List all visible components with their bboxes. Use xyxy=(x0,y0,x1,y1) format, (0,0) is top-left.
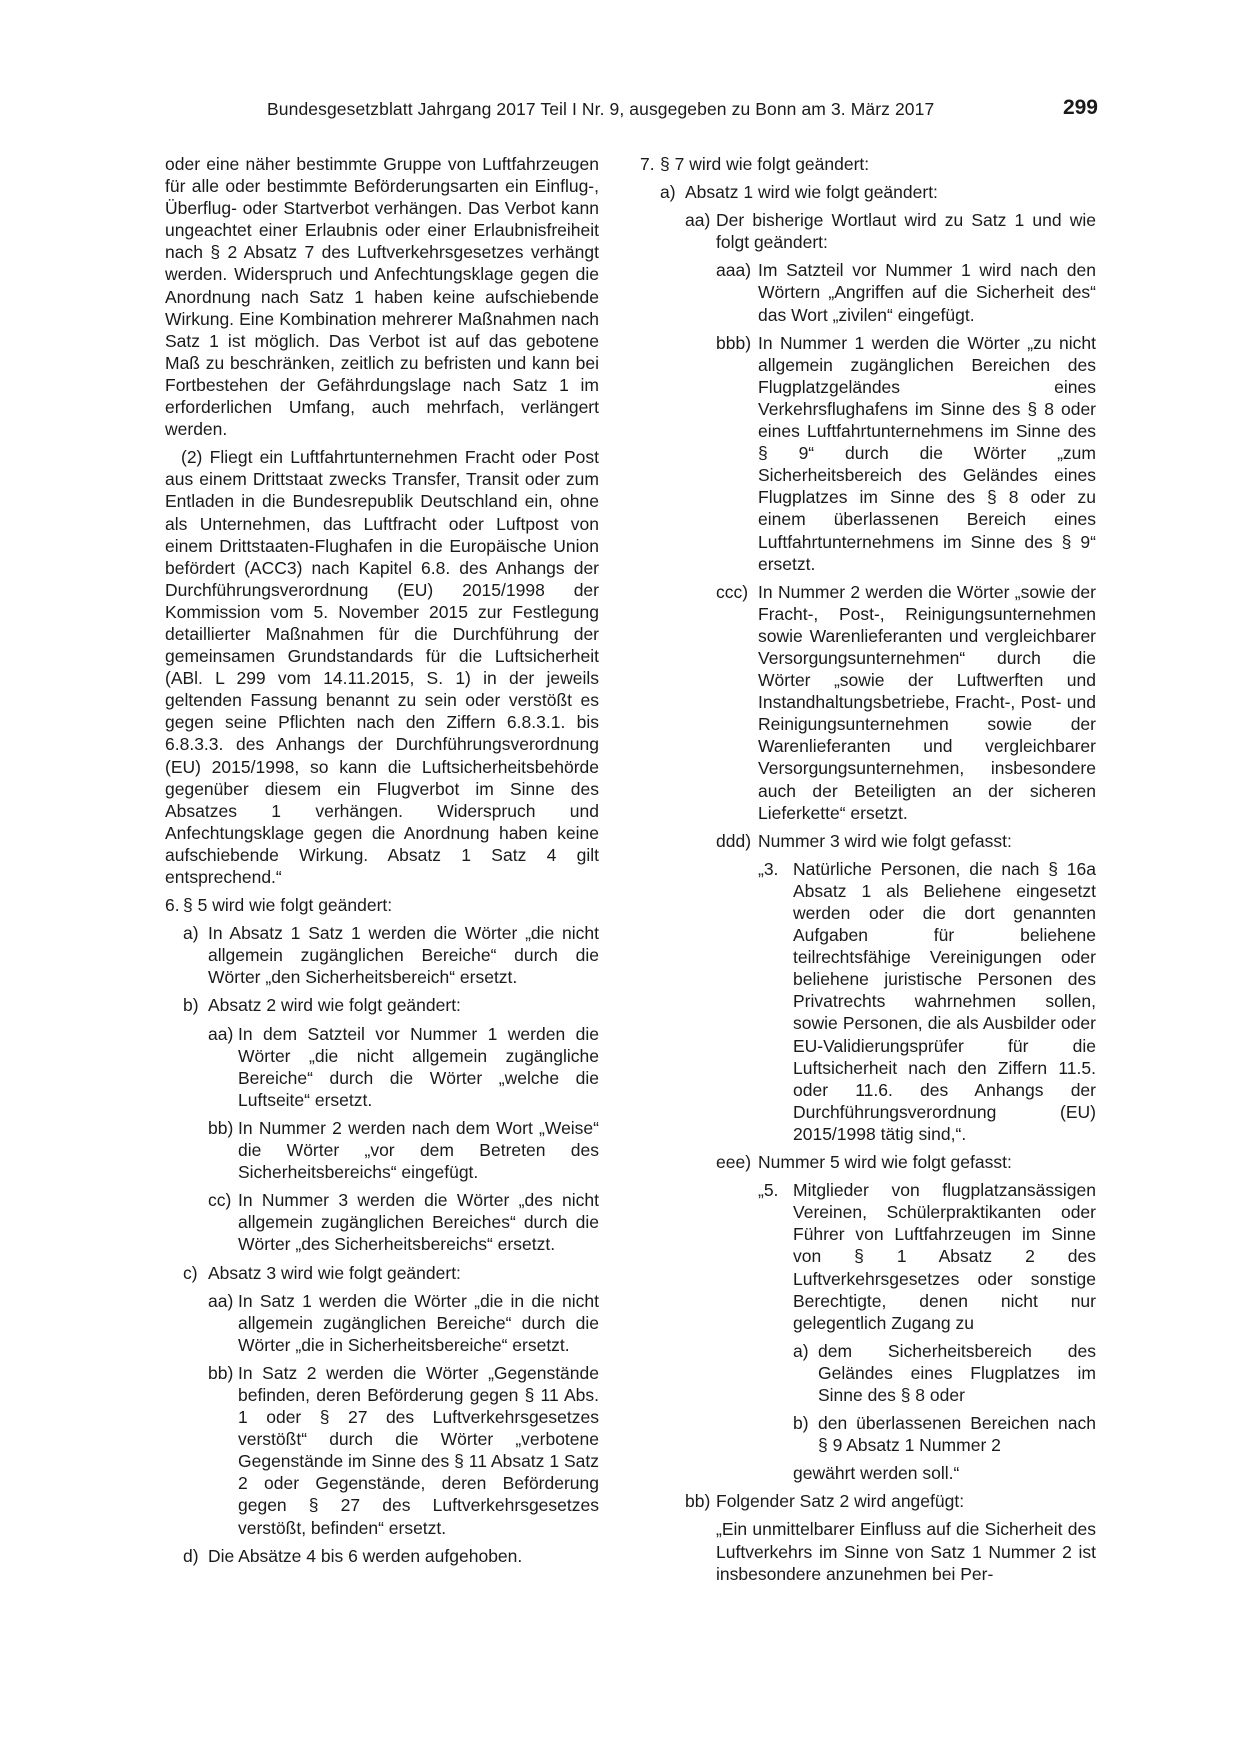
list-item-7a-bbb xyxy=(640,332,1096,575)
item-label: aaa) xyxy=(716,260,752,281)
quoted-number-5 xyxy=(640,1179,1096,1334)
list-item-6b-aa xyxy=(165,1023,599,1111)
item-label: a) xyxy=(793,1340,809,1361)
item-label: aa) xyxy=(208,1290,234,1311)
list-item-7a-ddd xyxy=(640,830,1096,852)
item-text: In Absatz 1 Satz 1 werden die Wörter „die nicht allgemein zugänglichen Bereiche“ durch die Wörter „den Sicherheitsbereich“ ersetzt. xyxy=(208,923,599,988)
item-text: Absatz 3 wird wie folgt geändert: xyxy=(208,1262,461,1283)
list-item-6c-aa xyxy=(165,1290,599,1356)
list-item-7 xyxy=(640,153,1096,175)
item-label: 7. xyxy=(640,154,655,174)
item-label: b) xyxy=(793,1413,809,1434)
item-label: a) xyxy=(183,923,199,944)
list-item-6b-cc xyxy=(165,1189,599,1255)
item-text: Folgender Satz 2 wird angefügt: xyxy=(716,1491,965,1512)
list-item-7a-aa xyxy=(640,209,1096,253)
list-item-6 xyxy=(165,894,599,916)
item-label: c) xyxy=(183,1262,198,1283)
item-text: Natürliche Personen, die nach § 16a Absatz 1 als Beliehene eingesetzt werden oder die dort genannten Aufgaben für beliehene teilrechtsfähige Vereinigungen oder beliehene juristische Personen des Privatrechts wahrnehmen sollen, sowie Personen, die als Ausbilder oder EU-Validierungsprüfer für die Luftsicherheit nach den Ziffern 11.5. oder 11.6. des Anhangs der Durchführungsverordnung (EU) 2015/1998 tätig sind,“. xyxy=(793,858,1096,1144)
item-text: In Nummer 1 werden die Wörter „zu nicht allgemein zugänglichen Bereichen des Flugplatzgeländes eines Verkehrsflughafens im Sinne des § 8 oder eines Luftfahrtunternehmens im Sinne des § 9“ durch die Wörter „zum Sicherheitsbereich des Geländes eines Flugplatzes im Sinne des § 8 oder zu einem überlassenen Bereich eines Luftfahrtunternehmens im Sinne des § 9“ ersetzt. xyxy=(758,332,1096,574)
item-text: den überlassenen Bereichen nach § 9 Absatz 1 Nummer 2 xyxy=(818,1413,1096,1456)
quoted-closing: gewährt werden soll.“ xyxy=(793,1463,960,1484)
quoted-sub-b xyxy=(640,1412,1096,1456)
list-item-6c-bb xyxy=(165,1362,599,1539)
running-header: Bundesgesetzblatt Jahrgang 2017 Teil I Nr. 9, ausgegeben zu Bonn am 3. März 2017 xyxy=(267,99,935,119)
item-text: In Nummer 3 werden die Wörter „des nicht allgemein zugänglichen Bereiches“ durch die Wörter „des Sicherheitsbereichs“ ersetzt. xyxy=(238,1190,599,1255)
item-label: bb) xyxy=(208,1362,234,1383)
item-label: „5. xyxy=(758,1180,779,1201)
list-item-6c xyxy=(165,1262,599,1284)
quoted-number-3 xyxy=(640,858,1096,1145)
left-column xyxy=(165,153,599,1567)
item-text: In Satz 1 werden die Wörter „die in die nicht allgemein zugänglichen Bereiche“ durch die Wörter „die in Sicherheitsbereiche“ ersetzt. xyxy=(238,1290,599,1355)
item-text: Mitglieder von flugplatzansässigen Vereinen, Schülerpraktikanten oder Führer von Luftfahrzeugen im Sinne von § 1 Absatz 2 des Luftverkehrsgesetzes oder sonstige Berechtigte, denen nicht nur gelegentlich Zugang zu xyxy=(793,1180,1096,1333)
item-label: ddd) xyxy=(716,830,752,851)
item-label: cc) xyxy=(208,1190,232,1211)
item-text: In Nummer 2 werden nach dem Wort „Weise“ die Wörter „vor dem Betreten des Sicherheitsbereichs“ eingefügt. xyxy=(238,1117,599,1183)
item-text: In Nummer 2 werden die Wörter „sowie der Fracht-, Post-, Reinigungsunternehmen sowie Warenlieferanten und vergleichbarer Versorgungsunternehmen“ durch die Wörter „sowie der Luftwerften und Instandhaltungsbetriebe, Fracht-, Post- und Reinigungsunternehmen sowie der Warenlieferanten und vergleichbarer Versorgungsunternehmen, insbesondere auch der Beteiligten an der sicheren Lieferkette“ ersetzt. xyxy=(758,581,1096,823)
list-item-6b xyxy=(165,994,599,1016)
item-label: b) xyxy=(183,995,199,1016)
list-item-7a-aaa xyxy=(640,259,1096,325)
item-label: bbb) xyxy=(716,332,752,353)
item-label: d) xyxy=(183,1545,199,1566)
list-item-6d xyxy=(165,1545,599,1567)
item-text: § 5 wird wie folgt geändert: xyxy=(183,895,393,916)
item-text: Die Absätze 4 bis 6 werden aufgehoben. xyxy=(208,1545,523,1566)
item-label: a) xyxy=(660,182,676,203)
item-text: Nummer 3 wird wie folgt gefasst: xyxy=(758,830,1012,851)
page-number: 299 xyxy=(1062,96,1098,119)
item-label: „3. xyxy=(758,858,779,879)
list-item-7a-ccc xyxy=(640,581,1096,824)
list-item-6a xyxy=(165,922,599,988)
item-text: Der bisherige Wortlaut wird zu Satz 1 und wie folgt geändert: xyxy=(716,210,1096,253)
item-label: bb) xyxy=(208,1117,234,1138)
item-text: In Satz 2 werden die Wörter „Gegenstände befinden, deren Beförderung gegen § 11 Abs. 1 oder § 27 des Luftverkehrsgesetzes verstößt“ durch die Wörter „verbotene Gegenstände im Sinne des § 11 Absatz 1 Satz 2 oder Gegenstände, deren Beförderung gegen § 27 des Luftverkehrsgesetzes verstößt, befinden“ ersetzt. xyxy=(238,1362,599,1538)
quoted-sentence-2: „Ein unmittelbarer Einfluss auf die Sicherheit des Luftverkehrs im Sinne von Satz 1 Nummer 2 ist insbesondere anzunehmen bei Per- xyxy=(716,1519,1096,1584)
item-label: eee) xyxy=(716,1152,752,1173)
item-label: aa) xyxy=(208,1023,234,1044)
paragraph-continuation: oder eine näher bestimmte Gruppe von Luftfahrzeugen für alle oder bestimmte Beförderungsarten ein Einflug-, Überflug- oder Startverbot verhängen. Das Verbot kann ungeachtet einer Erlaubnis oder einer Erlaubnisfreiheit nach § 2 Absatz 7 des Luftverkehrsgesetzes verhängt werden. Widerspruch und Anfechtungsklage gegen die Anordnung nach Satz 1 haben keine aufschiebende Wirkung. Eine Kombination mehrerer Maßnahmen nach Satz 1 ist möglich. Das Verbot ist auf das gebotene Maß zu beschränken, zeitlich zu befristen und kann bei Fortbestehen der Gefährdungslage nach Satz 1 im erforderlichen Umfang, auch mehrfach, verlängert werden. xyxy=(165,154,599,440)
item-label: ccc) xyxy=(716,581,749,602)
list-item-7a xyxy=(640,181,1096,203)
item-label: bb) xyxy=(685,1491,711,1512)
item-text: Absatz 1 wird wie folgt geändert: xyxy=(685,182,938,203)
item-text: In dem Satzteil vor Nummer 1 werden die Wörter „die nicht allgemein zugängliche Bereiche“ durch die Wörter „welche die Luftseite“ ersetzt. xyxy=(238,1023,599,1110)
right-column xyxy=(640,153,1096,1585)
item-text: Nummer 5 wird wie folgt gefasst: xyxy=(758,1152,1012,1173)
item-text: Im Satzteil vor Nummer 1 wird nach den Wörtern „Angriffen auf die Sicherheit des“ das Wort „zivilen“ eingefügt. xyxy=(758,260,1096,325)
paragraph-2: (2) Fliegt ein Luftfahrtunternehmen Fracht oder Post aus einem Drittstaat zwecks Transfer, Transit oder zum Entladen in die Bundesrepublik Deutschland ein, ohne als Unternehmen, das Luftfracht oder Luftpost von einem Drittstaaten-Flughafen in die Europäische Union befördert (ACC3) nach Kapitel 6.8. des Anhangs der Durchführungsverordnung (EU) 2015/1998 der Kommission vom 5. November 2015 zur Festlegung detaillierter Maßnahmen für die Durchführung der gemeinsamen Grundstandards für die Luftsicherheit (ABl. L 299 vom 14.11.2015, S. 1) in der jeweils geltenden Fassung benannt zu sein oder verstößt es gegen seine Pflichten nach den Ziffern 6.8.3.1. bis 6.8.3.3. des Anhangs der Durchführungsverordnung (EU) 2015/1998, so kann die Luftsicherheitsbehörde gegenüber diesem ein Flugverbot im Sinne des Absatzes 1 verhängen. Widerspruch und Anfechtungsklage gegen die Anordnung haben keine aufschiebende Wirkung. Absatz 1 Satz 4 gilt entsprechend.“ xyxy=(165,447,599,887)
item-text: Absatz 2 wird wie folgt geändert: xyxy=(208,995,461,1016)
item-label: aa) xyxy=(685,210,711,231)
item-text: § 7 wird wie folgt geändert: xyxy=(660,154,870,174)
quoted-sub-a xyxy=(640,1340,1096,1406)
list-item-7a-eee xyxy=(640,1151,1096,1173)
item-text: dem Sicherheitsbereich des Geländes eines Flugplatzes im Sinne des § 8 oder xyxy=(818,1340,1096,1405)
list-item-6b-bb xyxy=(165,1117,599,1183)
list-item-7a-bb xyxy=(640,1490,1096,1512)
item-label: 6. xyxy=(165,895,180,916)
